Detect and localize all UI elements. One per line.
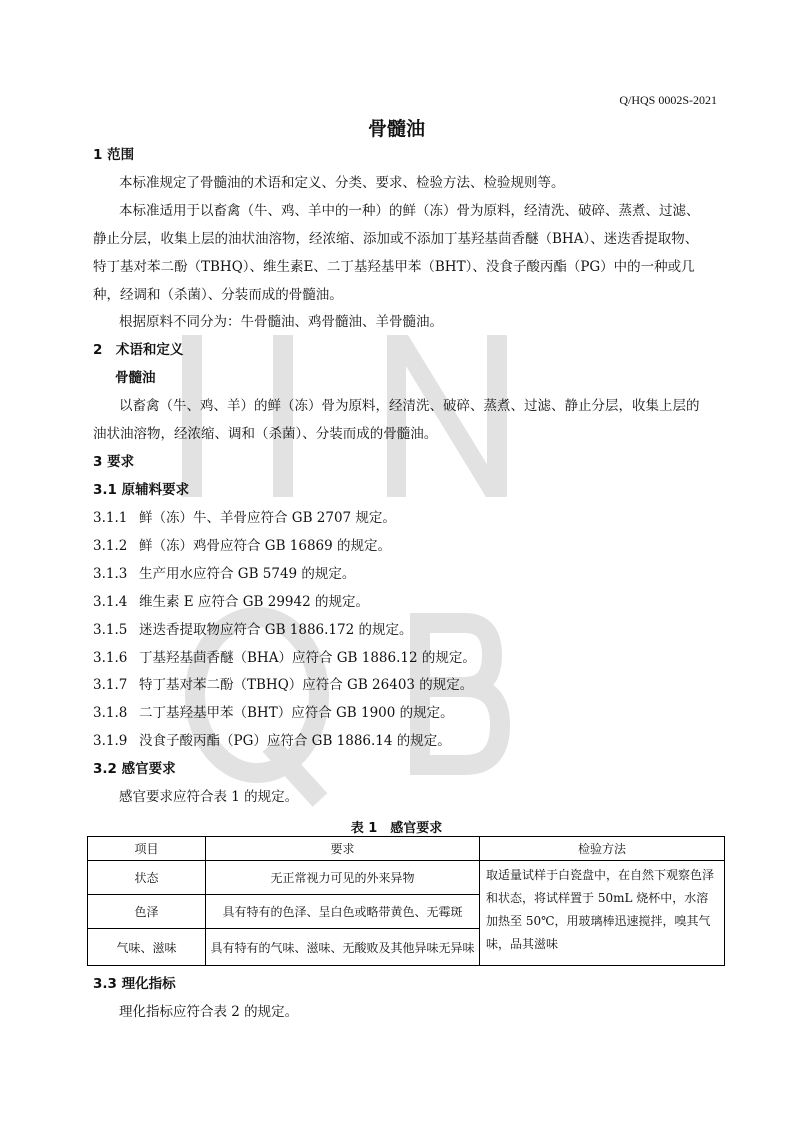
column-header: 项目	[88, 837, 206, 861]
subsection-heading: 3.2 感官要求	[93, 761, 176, 777]
table-cell: 状态	[88, 861, 206, 895]
sensory-table	[87, 836, 725, 966]
item-number: 3.1.7	[93, 677, 128, 694]
subsection-heading: 3.1 原辅料要求	[93, 482, 190, 498]
column-header: 检验方法	[480, 837, 725, 861]
section-heading: 1 范围	[93, 147, 135, 163]
item-text: 生产用水应符合 GB 5749 的规定。	[139, 565, 356, 582]
paragraph: 理化指标应符合表 2 的规定。	[119, 1004, 299, 1020]
paragraph: 油状油溶物，经浓缩、调和（杀菌）、分装而成的骨髓油。	[93, 426, 438, 442]
requirement-item	[93, 704, 454, 722]
table-cell-method: 取适量试样于白瓷盘中，在自然下观察色泽和状态，将试样置于 50mL 烧杯中，水溶加热至 50℃，用玻璃棒迅速搅拌，嗅其气味，品其滋味	[480, 861, 725, 966]
table-cell: 具有特有的气味、滋味、无酸败及其他异味无异味	[206, 929, 480, 966]
section-heading: 2 术语和定义	[93, 342, 184, 358]
item-text: 迷迭香提取物应符合 GB 1886.172 的规定。	[139, 621, 413, 638]
item-number: 3.1.5	[93, 621, 128, 638]
term: 骨髓油	[115, 370, 156, 386]
item-text: 没食子酸丙酯（PG）应符合 GB 1886.14 的规定。	[139, 733, 451, 750]
item-number: 3.1.8	[93, 705, 128, 722]
document-code: Q/HQS 0002S-2021	[619, 93, 717, 107]
page-title: 骨髓油	[367, 118, 425, 140]
item-text: 鲜（冻）牛、羊骨应符合 GB 2707 规定。	[139, 510, 396, 526]
item-text: 二丁基羟基甲苯（BHT）应符合 GB 1900 的规定。	[139, 705, 454, 722]
paragraph: 种，经调和（杀菌）、分装而成的骨髓油。	[93, 287, 343, 303]
requirement-item	[93, 732, 451, 750]
paragraph: 以畜禽（牛、鸡、羊）的鲜（冻）骨为原料，经清洗、破碎、蒸煮、过滤、静止分层，收集上层的	[119, 398, 700, 414]
item-number: 3.1.9	[93, 733, 128, 750]
column-header: 要求	[206, 837, 480, 861]
section-heading: 3 要求	[93, 454, 135, 470]
item-number: 3.1.2	[93, 537, 128, 554]
item-text: 丁基羟基茴香醚（BHA）应符合 GB 1886.12 的规定。	[139, 649, 476, 666]
table-row	[88, 861, 725, 895]
item-text: 鲜（冻）鸡骨应符合 GB 16869 的规定。	[139, 537, 392, 554]
item-number: 3.1.4	[93, 593, 128, 610]
item-number: 3.1.3	[93, 565, 128, 582]
table-caption: 表 1 感官要求	[350, 821, 443, 836]
paragraph: 本标准规定了骨髓油的术语和定义、分类、要求、检验方法、检验规则等。	[119, 175, 565, 191]
item-text: 特丁基对苯二酚（TBHQ）应符合 GB 26403 的规定。	[139, 677, 474, 694]
table-header-row	[88, 837, 725, 861]
subsection-heading: 3.3 理化指标	[93, 976, 176, 992]
table-cell: 色泽	[88, 895, 206, 929]
requirement-item	[93, 537, 391, 555]
paragraph: 根据原料不同分为：牛骨髓油、鸡骨髓油、羊骨髓油。	[119, 314, 443, 330]
requirement-item	[93, 676, 473, 694]
requirement-item	[93, 593, 369, 611]
paragraph: 特丁基对苯二酚（TBHQ）、维生素E、二丁基羟基甲苯（BHT）、没食子酸丙酯（PG）中的一种或几	[93, 259, 695, 275]
paragraph: 本标准适用于以畜禽（牛、鸡、羊中的一种）的鲜（冻）骨为原料，经清洗、破碎、蒸煮、过滤、	[119, 203, 700, 219]
paragraph: 感官要求应符合表 1 的规定。	[119, 789, 299, 805]
requirement-item	[93, 565, 355, 583]
requirement-item	[93, 649, 476, 667]
table-cell: 气味、滋味	[88, 929, 206, 966]
item-text: 维生素 E 应符合 GB 29942 的规定。	[139, 593, 369, 610]
paragraph: 静止分层，收集上层的油状油溶物，经浓缩、添加或不添加丁基羟基茴香醚（BHA）、迷迭香提取物、	[93, 231, 699, 247]
item-number: 3.1.6	[93, 649, 128, 666]
requirement-item	[93, 509, 396, 527]
item-number: 3.1.1	[93, 510, 128, 526]
table-cell: 具有特有的色泽、呈白色或略带黄色、无霉斑	[206, 895, 480, 929]
requirement-item	[93, 621, 413, 639]
table-cell: 无正常视力可见的外来异物	[206, 861, 480, 895]
